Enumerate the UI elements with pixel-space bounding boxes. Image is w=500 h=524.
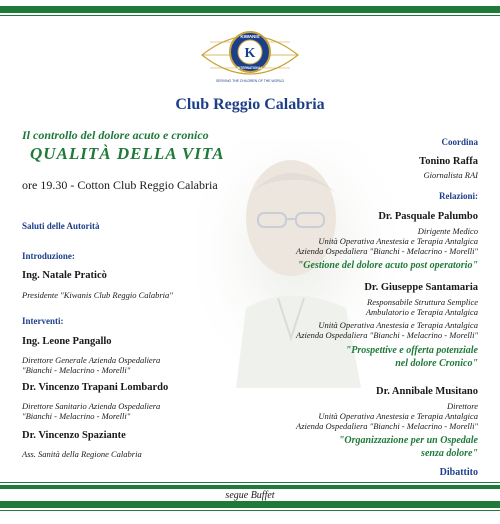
intro-name: Ing. Natale Praticò [22,270,107,281]
title-line-2: QUALITÀ DELLA VITA [30,144,225,163]
coord-role: Giornalista RAI [423,170,478,180]
speaker-detail: Ass. Sanità della Regione Calabria [22,449,142,459]
talk-detail: Direttore [446,401,478,411]
club-name: Club Reggio Calabria [175,96,325,113]
bottom-green-band-2 [0,501,500,508]
logo-letter: K [244,46,256,61]
talk-topic: "Organizzazione per un Ospedale [338,435,478,446]
bottom-green-rule-top [0,482,500,483]
speaker-name: Dr. Vincenzo Trapani Lombardo [22,382,169,393]
talk-detail: Dirigente Medico [417,226,478,236]
talk-speaker-name: Dr. Pasquale Palumbo [378,211,478,222]
talk-detail: Azienda Ospedaliera "Bianchi - Melacrino - Morelli" [296,246,478,256]
talk-topic: nel dolore Cronico" [395,358,478,369]
footer-buffet: segue Buffet [225,490,275,501]
talk-topic: "Prospettive e offerta potenziale [345,345,478,356]
speaker-detail: Direttore Sanitario Azienda Ospedaliera [22,401,161,411]
relazioni-label: Relazioni: [439,191,478,201]
introduzione-label: Introduzione: [22,251,75,261]
coordina-label: Coordina [441,137,478,147]
interventi-label: Interventi: [22,316,64,326]
coord-name: Tonino Raffa [419,156,478,167]
bottom-green-rule [0,510,500,511]
talk-speaker-name: Dr. Annibale Musitano [375,386,478,397]
logo-sub: INTERNATIONAL [237,66,263,70]
talk-detail: Unità Operativa Anestesia e Terapia Antalgica [318,320,478,330]
talk-detail: Unità Operativa Anestesia e Terapia Antalgica [318,236,478,246]
speaker-detail: Direttore Generale Azienda Ospedaliera [22,355,161,365]
logo-motto: SERVING THE CHILDREN OF THE WORLD [215,79,285,83]
bottom-green-band-1 [0,485,500,489]
talk-detail: Azienda Ospedaliera "Bianchi - Melacrino - Morelli" [296,421,478,431]
speaker-detail: "Bianchi - Melacrino - Morelli" [22,365,131,375]
talk-speaker-name: Dr. Giuseppe Santamaria [364,282,478,293]
top-green-rule [0,15,500,16]
speaker-detail: "Bianchi - Melacrino - Morelli" [22,411,131,421]
saluti-label: Saluti delle Autorità [22,221,100,231]
talk-detail: Azienda Ospedaliera "Bianchi - Melacrino - Morelli" [296,330,478,340]
kiwanis-logo [200,22,300,88]
talk-detail: Unità Operativa Anestesia e Terapia Antalgica [318,411,478,421]
dibattito-label: Dibattito [439,467,478,478]
speaker-name: Dr. Vincenzo Spaziante [22,430,126,441]
talk-detail: Ambulatorio e Terapia Antalgica [365,307,478,317]
time-place: ore 19.30 - Cotton Club Reggio Calabria [22,178,218,192]
intro-role: Presidente "Kiwanis Club Reggio Calabria" [22,290,173,300]
title-line-1: Il controllo del dolore acuto e cronico [22,128,209,142]
talk-topic: "Gestione del dolore acuto post operatorio" [297,260,478,271]
speaker-name: Ing. Leone Pangallo [22,336,112,347]
top-green-band [0,6,500,13]
talk-topic: senza dolore" [421,448,478,459]
talk-detail: Responsabile Struttura Semplice [367,297,478,307]
logo-brand: KIWANIS [240,34,260,39]
